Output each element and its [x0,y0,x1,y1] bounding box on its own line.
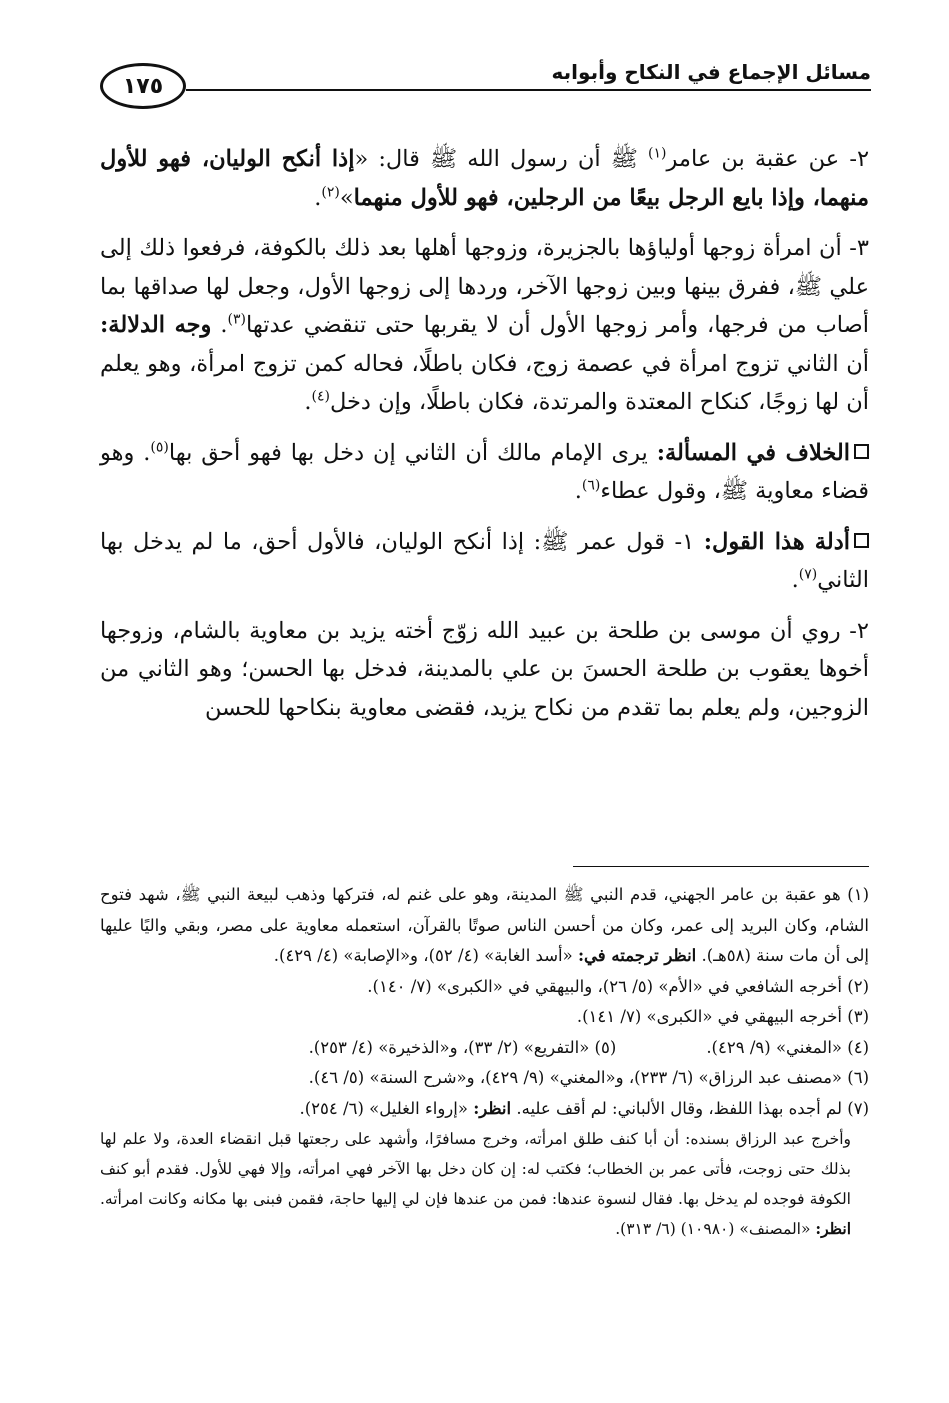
footnote-ref: (٧) [798,566,818,583]
section-label: أدلة هذا القول: [703,528,850,555]
square-bullet-icon [854,533,869,548]
footnote-ref: (٥) [150,439,169,455]
footnote-ref: (٢) [321,184,340,200]
footnote-ref: (٦) [581,477,601,494]
paragraph-evidence-3: ٣- أن امرأة زوجها أولياؤها بالجزيرة، وزوجها أهلها بعد ذلك بالكوفة، فرفعوا ذلك إلى علي ﷺ، ففرق بينها وبين زوجها الآخر، وردها إلى زوجها الأول، وجعل لها صداقها بما أصاب من فرجها، وأمر زوجها الأول أن لا يقربها حتى تنقضي عدتها$^{(٣)}$. وجه الدلالة: أن الثاني تزوج امرأة في عصمة زوج، فكان باطلًا، فحاله كمن تزوج امرأة، وهو يعلم أن لها زوجًا، كنكاح المعتدة والمرتدة، فكان باطلًا، وإن دخل$^{(٤)}$. [100,235,869,415]
paragraph-evidence-2: ٢- عن عقبة بن عامر$^{(١)}$ ﷺ أن رسول الله ﷺ قال: «إذا أنكح الوليان، فهو للأول منهما، وإذا بايع الرجل بيعًا من الرجلين، فهو للأول منهما»$^{(٢)}$. [100,145,870,211]
main-text [100,140,869,741]
footnote-2: (٢) أخرجه الشافعي في «الأم» (٥/ ٢٦)، والبيهقي في «الكبرى» (٧/ ١٤٠). [367,976,869,996]
footnote-4: (٤) «المغني» (٩/ ٤٢٩). [706,1037,869,1057]
footnote-ref: (١) [648,145,667,162]
footnote-7-continuation: وأخرج عبد الرزاق بسنده: أن أبا كنف طلق امرأته، وخرج مسافرًا، وأشهد على رجعتها قبل انقضاء العدة، ولا علم لها بذلك حتى زوجت، فأتى عمر بن الخطاب؛ فكتب له: إن كان دخل بها الآخر فهي امرأته، وإلا فهي للأول. فقدم أبو كنف الكوفة فوجده لم يدخل بها. فقال لنسوة عندها: فمن من عندها فإن لي إليها حاجة، فقمن فبنى بها مكانه وكانت امرأته. انظر: «المصنف» (١٠٩٨٠) (٦/ ٣١٣). [100,1130,851,1238]
paragraph-disagreement: الخلاف في المسألة: يرى الإمام مالك أن الثاني إن دخل بها فهو أحق بها$^{(٥)}$. وهو قضاء معاوية ﷺ، وقول عطاء$^{(٦)}$. [100,439,869,504]
footnote-5: (٥) «التفريع» (٢/ ٣٣)، و«الذخيرة» (٤/ ٢٥٣). [308,1037,617,1057]
paragraph-evidence-of-opinion: أدلة هذا القول: ١- قول عمر ﷺ: إذا أنكح الوليان، فالأول أحق، ما لم يدخل بها الثاني$^{(٧)}$. [100,528,869,593]
footnote-7: (٧) لم أجده بهذا اللفظ، وقال الألباني: لم أقف عليه. انظر: «إرواء الغليل» (٦/ ٢٥٤). [299,1098,869,1118]
footnote-6: (٦) «مصنف عبد الرزاق» (٦/ ٢٣٣)، و«المغني» (٩/ ٤٢٩)، و«شرح السنة» (٥/ ٤٦). [308,1068,869,1087]
header-rule [186,89,871,91]
running-title: مسائل الإجماع في النكاح وأبوابه [551,60,871,84]
footnote-1: (١) هو عقبة بن عامر الجهني، قدم النبي ﷺ المدينة، وهو على غنم له، فتركها وذهب لبيعة النبي ﷺ، شهد فتوح الشام، وكان البريد إلى عمر، وكان من أحسن الناس صوتًا بالقرآن، استعمله معاوية على مصر، وبقي واليًا عليها إلى أن مات سنة (٥٨هـ). انظر ترجمته في: «أسد الغابة» (٤/ ٥٢)، و«الإصابة» (٤/ ٤٢٩). [100,885,869,965]
paragraph-narration: ٢- روي أن موسى بن طلحة بن عبيد الله زوّج أخته يزيد بن معاوية بالشام، وزوجها أخوها يعقوب بن طلحة الحسنَ بن علي بالمدينة، فدخل بها الحسن؛ وهو الثاني من الزوجين، ولم يعلم بما تقدم من نكاح يزيد، فقضى معاوية بنكاحها للحسن [100,617,869,721]
page-number: ١٧٥ [100,63,186,109]
footnote-3: (٣) أخرجه البيهقي في «الكبرى» (٧/ ١٤١). [576,1007,869,1026]
footnotes [100,880,869,1244]
footnote-divider [573,866,869,867]
footnote-ref: (٣) [227,311,246,328]
hadith-quote: إذا أنكح الوليان، فهو للأول منهما، وإذا بايع الرجل بيعًا من الرجلين، فهو للأول منهما [100,146,869,211]
page-header [100,58,871,120]
square-bullet-icon [854,444,869,459]
section-label: وجه الدلالة: [100,312,212,338]
footnote-row-4-5 [100,1033,869,1064]
footnote-ref: (٤) [311,388,330,405]
section-label: الخلاف في المسألة: [656,439,851,466]
